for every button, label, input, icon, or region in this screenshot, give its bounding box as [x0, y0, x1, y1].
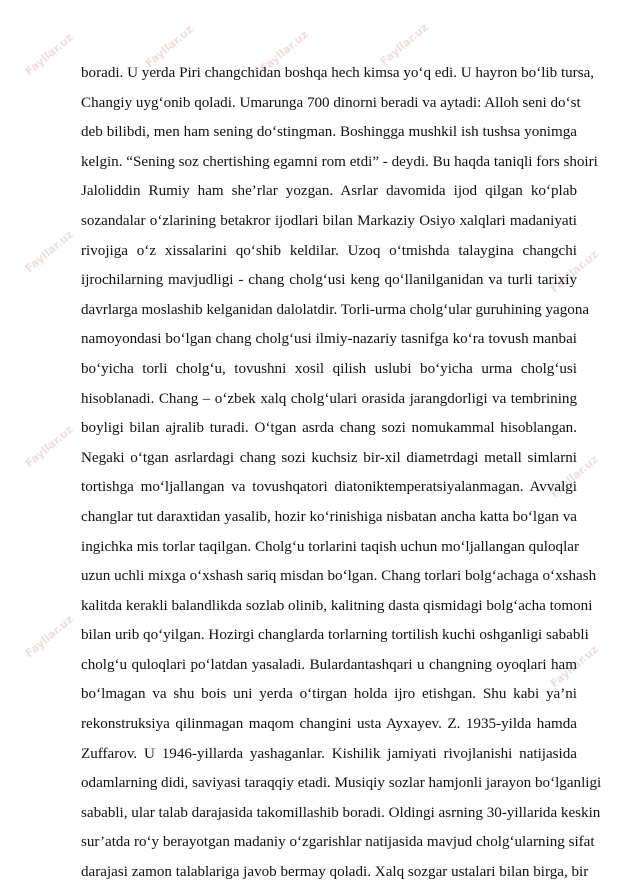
text-line: sababli, ular talab darajasida takomillashib boradi. Oldingi asrning 30-yillarida keskin	[81, 804, 601, 821]
text-line: ingichka mis torlar taqilgan. Cholg‘u torlarini taqish uchun mo‘ljallangan quloqlar	[81, 538, 579, 555]
watermark-text: Fayllar.uz	[547, 452, 601, 501]
text-line: bilan urib qo‘yilgan. Hozirgi changlarda torlarning tortilish kuchi oshganligi sababli	[81, 627, 589, 644]
text-line: kelgin. “Sening soz chertishing egamni rom etdi” - deydi. Bu haqda taniqli fors shoiri	[81, 153, 598, 170]
text-line: sozandalar o‘zlarining betakror ijodlari bilan Markaziy Osiyo xalqlari madaniyati	[81, 212, 577, 229]
text-line: namoyondasi bo‘lgan chang cholg‘usi ilmiy-nazariy tasnifga ko‘ra tovush manbai	[81, 331, 577, 348]
watermark-text: Fayllar.uz	[547, 247, 601, 296]
watermark-text: Fayllar.uz	[547, 642, 601, 691]
body-text	[81, 59, 602, 888]
text-line: kalitda kerakli balandlikda sozlab olinib, kalitning dasta qismidagi bolg‘acha tomoni	[81, 597, 593, 614]
text-line: tortishga mo‘ljallangan va tovushqatori diatoniktemperatsiyalanmagan. Avvalgi	[81, 479, 577, 496]
text-line: hisoblanadi. Chang – o‘zbek xalq cholg‘ulari orasida jarangdorligi va tembrining	[81, 390, 577, 407]
text-line: boradi. U yerda Piri changchidan boshqa hech kimsa yo‘q edi. U hayron bo‘lib tursa,	[81, 65, 595, 81]
text-line: rivojiga o‘z xissalarini qo‘shib keldilar. Uzoq o‘tmishda talaygina changchi	[81, 242, 577, 259]
watermark-text: Fayllar.uz	[257, 27, 311, 76]
watermark-text: Fayllar.uz	[22, 422, 76, 471]
text-line: darajasi zamon talablariga javob bermay qoladi. Xalq sozgar ustalari bilan birga, bir	[81, 864, 589, 881]
watermark-text: Fayllar.uz	[377, 20, 431, 69]
text-line: cholg‘u quloqlari po‘latdan yasaladi. Bulardantashqari u changning oyoqlari ham	[81, 656, 577, 673]
watermark-text: Fayllar.uz	[22, 30, 76, 79]
text-line: rekonstruksiya qilinmagan maqom changini usta Ayxayev. Z. 1935-yilda hamda	[81, 716, 577, 733]
text-line: Jaloliddin Rumiy ham she’rlar yozgan. Asrlar davomida ijod qilgan ko‘plab	[81, 183, 577, 200]
watermark-text: Fayllar.uz	[22, 227, 76, 276]
watermark-text: Fayllar.uz	[22, 612, 76, 661]
text-line: Changiy uyg‘onib qoladi. Umarunga 700 dinorni beradi va aytadi: Alloh seni do‘st	[81, 94, 581, 111]
text-line: sur’atda ro‘y berayotgan madaniy o‘zgarishlar natijasida mavjud cholg‘ularning sifat	[81, 834, 595, 851]
watermark-text: Fayllar.uz	[142, 22, 196, 71]
text-line: bo‘lmagan va shu bois uni yerda o‘tirgan holda ijro etishgan. Shu kabi ya’ni	[81, 686, 577, 703]
text-line: uzun uchli mixga o‘xshash sariq misdan bo‘lgan. Chang torlari bolg‘achaga o‘xshash	[81, 568, 597, 585]
text-line: deb bilibdi, men ham sening do‘stingman. Boshingga mushkil ish tushsa yonimga	[81, 124, 577, 141]
text-line: Zuffarov. U 1946-yillarda yashaganlar. Kishilik jamiyati rivojlanishi natijasida	[81, 745, 577, 762]
text-line: bo‘yicha torli cholg‘u, tovushni xosil qilish uslubi bo‘yicha urma cholg‘usi	[81, 360, 577, 377]
text-line: odamlarning didi, saviyasi taraqqiy etadi. Musiqiy sozlar hamjonli jarayon bo‘lganligi	[81, 775, 602, 792]
text-line: boyligi bilan ajralib turadi. O‘tgan asrda chang sozi nomukammal hisoblangan.	[81, 420, 577, 437]
text-line: Negaki o‘tgan asrlardagi chang sozi kuchsiz bir-xil diametrdagi metall simlarni	[81, 449, 577, 466]
text-line: davrlarga moslashib kelganidan dalolatdir. Torli-urma cholg‘ular guruhining yagona	[81, 301, 590, 318]
text-line: changlar tut daraxtidan yasalib, hozir ko‘rinishiga nisbatan ancha katta bo‘lgan va	[81, 508, 577, 525]
text-line: ijrochilarning mavjudligi - chang cholg‘usi keng qo‘llanilganidan va turli tarixiy	[81, 272, 577, 289]
